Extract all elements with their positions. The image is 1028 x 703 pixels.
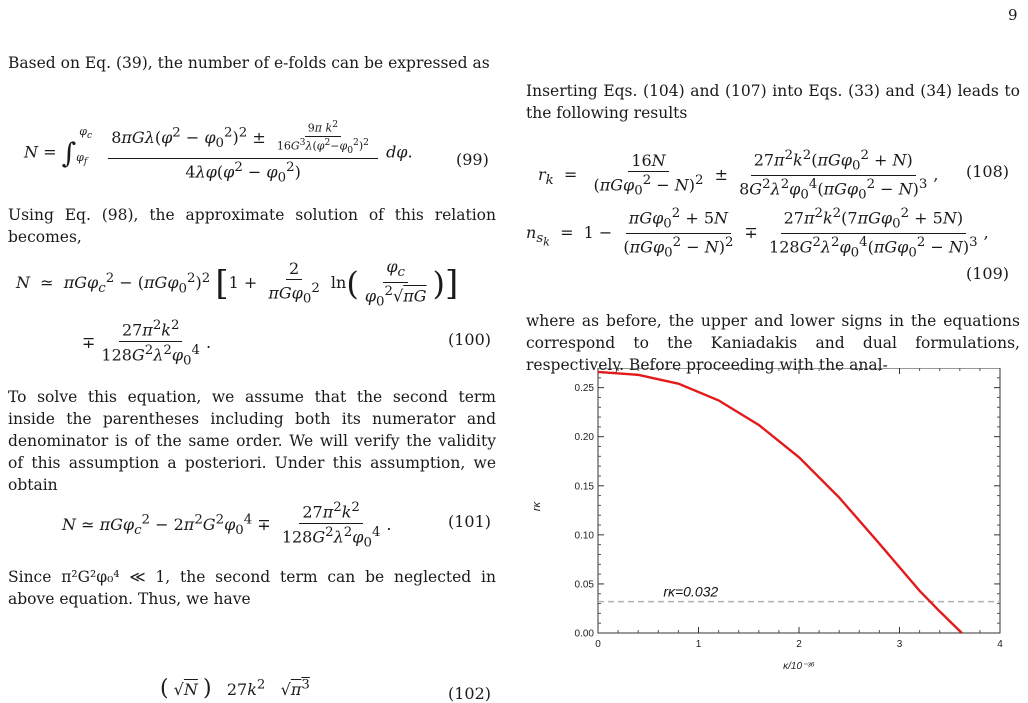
equation-109-number: (109) <box>966 264 1010 283</box>
x-axis-label: κ/10⁻³⁶ <box>783 661 815 672</box>
equation-99: $N = \int_{\varphi_f}^{\varphi_c}$ $8\pi G\lambda(\varphi^2 - \varphi_0^2)^2$ ± $\frac{9\pi k^2}{16G^3\lambda(\varphi^2-\varphi_0^2)^2}$ $4\lambda\varphi(\varphi^2 - \varphi_0^2)$ dφ. <box>24 119 413 186</box>
equation-102-number: (102) <box>448 684 492 703</box>
y-tick-label: 0.15 <box>574 481 594 493</box>
left-paragraph-2: Using Eq. (98), the approximate solution of this relation becomes, <box>8 206 496 246</box>
y-tick-label: 0.00 <box>574 628 594 640</box>
equation-108-number: (108) <box>966 162 1010 181</box>
plot-frame <box>598 368 1000 633</box>
y-tick-label: 0.05 <box>574 579 594 591</box>
r-kappa-chart <box>520 368 1028 678</box>
page-number: 9 <box>1008 6 1018 24</box>
equation-108: $r_k$ = $\frac{16N}{(\pi G\varphi_0^2 - N)^2}$ ± $\frac{27\pi^2k^2(\pi G\varphi_0^2 + N)}{8G^2\lambda^2\varphi_0^4(\pi G\varphi_0^2 - N)^3}$ , <box>538 148 939 203</box>
x-tick-label: 0 <box>595 639 601 650</box>
equation-100-line-1: N ≃ $\pi G\varphi_c^2 - (\pi G\varphi_0^2)^2$ [1 + $\frac{2}{\pi G\varphi_0^2}$ ln( $\frac{\varphi_c}{\varphi_0^2√\pi G}$ )] <box>16 257 459 310</box>
y-tick-label: 0.20 <box>574 432 594 444</box>
left-paragraph-3: To solve this equation, we assume that the second term inside the parentheses including both its numerator and denominator is of the same order. We will verify the validity of this assumption a posteriori. Under this assumption, we obtain <box>8 388 496 494</box>
x-tick-label: 2 <box>796 639 802 650</box>
equation-100-number: (100) <box>448 330 492 349</box>
x-tick-label: 3 <box>896 639 903 650</box>
x-tick-label: 4 <box>997 639 1003 650</box>
equation-100-line-2: ∓ $\frac{27\pi^2k^2}{128G^2\lambda^2\varphi_0^4}$ . <box>82 318 212 369</box>
equation-99-number: (99) <box>456 150 489 169</box>
equation-102: ( √N ) $27k^2$ $√\pi^3$ <box>160 676 310 701</box>
y-axis-label: rκ <box>531 501 543 512</box>
left-paragraph-1: Based on Eq. (39), the number of e-folds can be expressed as <box>8 54 490 72</box>
right-paragraph-2: where as before, the upper and lower signs in the equations correspond to the Kaniadakis and dual formulations, respectively. Before proceeding with the anal- <box>526 312 1020 374</box>
equation-101-number: (101) <box>448 512 492 531</box>
reference-line-label: rκ=0.032 <box>663 583 719 600</box>
y-tick-label: 0.10 <box>574 530 594 542</box>
left-paragraph-4: Since π²G²φ₀⁴ ≪ 1, the second term can be neglected in above equation. Thus, we have <box>8 568 496 608</box>
right-paragraph-1: Inserting Eqs. (104) and (107) into Eqs. (33) and (34) leads to the following results <box>526 82 1020 122</box>
data-series-curve <box>598 372 962 633</box>
x-tick-label: 1 <box>695 639 702 650</box>
equation-109: $n_{s_k} = 1$ − $\frac{\pi G\varphi_0^2 + 5N}{(\pi G\varphi_0^2 - N)^2}$ ∓ $\frac{27\pi^2k^2(7\pi G\varphi_0^2 + 5N)}{128G^2\lambda^2\varphi_0^4(\pi G\varphi_0^2 - N)^3}$ , <box>526 206 989 261</box>
equation-101: N ≃ $\pi G\varphi_c^2 - 2\pi^2G^2\varphi_0^4$ ∓ $\frac{27\pi^2k^2}{128G^2\lambda^2\varphi_0^4}$ . <box>62 500 392 551</box>
y-tick-label: 0.25 <box>574 383 594 395</box>
